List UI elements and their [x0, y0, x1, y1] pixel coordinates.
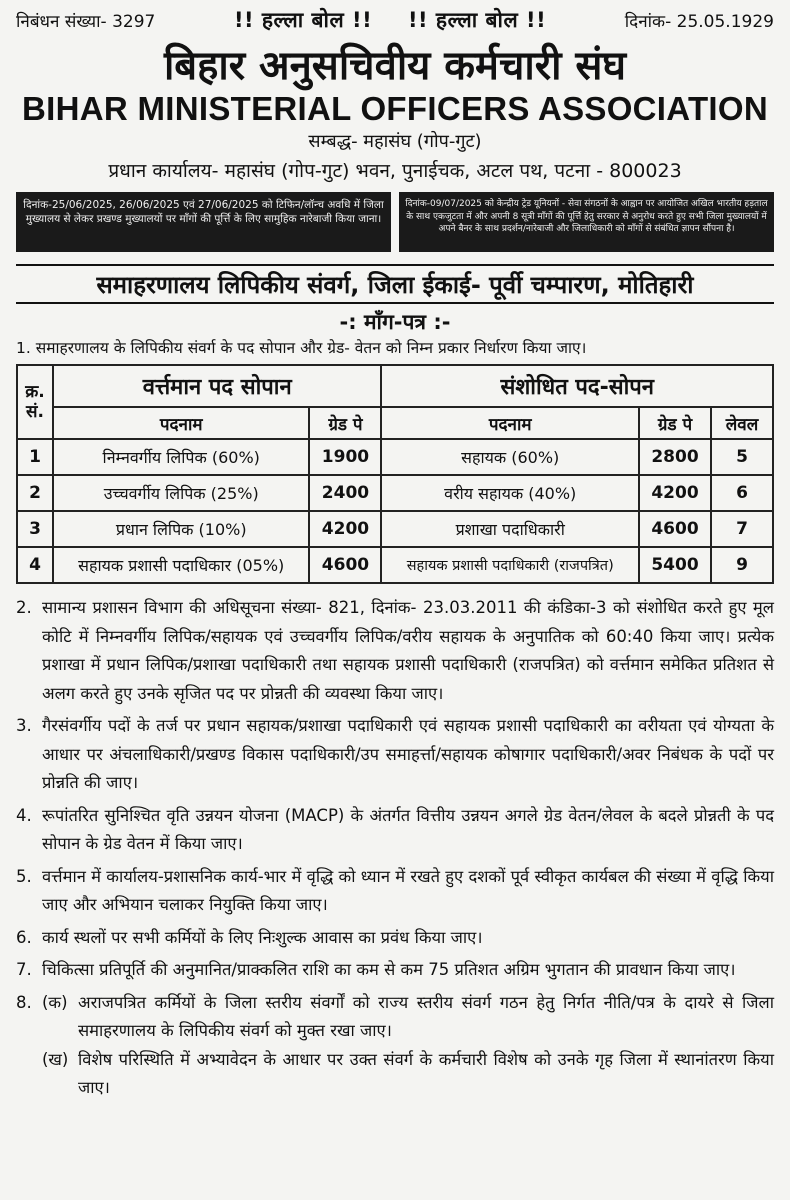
pay-scale-table — [16, 364, 774, 584]
current-grade: 2400 — [309, 475, 381, 511]
revised-grade: 2800 — [639, 439, 711, 475]
col-grade-revised: ग्रेड पे — [639, 407, 711, 439]
revised-level: 5 — [711, 439, 773, 475]
table-row — [17, 547, 773, 583]
notice-left: दिनांक-25/06/2025, 26/06/2025 एवं 27/06/2025 को टिफिन/लॉन्च अवधि में जिला मुख्यालय से लेकर प्रखण्ड मुख्यालयों पर माँगों की पूर्त्ति के लिए सामुहिक नारेबाजी किया जाना। — [16, 192, 391, 252]
demand-letter-title: -: माँग-पत्र :- — [339, 310, 451, 334]
slogan-1: !! हल्ला बोल !! — [233, 8, 373, 32]
top-bar — [16, 0, 774, 40]
col-grade: ग्रेड पे — [309, 407, 381, 439]
subpoint-label: (ख) — [42, 1049, 69, 1069]
point-number: 3. — [16, 716, 32, 735]
revised-level: 6 — [711, 475, 773, 511]
point-text: रूपांतरित सुनिश्चित वृति उन्नयन योजना (MACP) के अंतर्गत वित्तीय उन्नयन अगले ग्रेड वेतन/लेवल के बदले प्रोन्नती के पद सोपान के ग्रेड वेतन में किया जाए। — [42, 805, 774, 853]
revised-hierarchy-header: संशोधित पद-सोपन — [381, 365, 773, 407]
title-hindi: बिहार अनुसचिवीय कर्मचारी संघ — [163, 43, 627, 89]
row-serial: 3 — [17, 511, 53, 547]
revised-level: 9 — [711, 547, 773, 583]
point-8-subpoints — [42, 989, 774, 1103]
list-item — [16, 956, 774, 985]
table-row — [17, 475, 773, 511]
point-number: 2. — [16, 598, 32, 617]
row-serial: 4 — [17, 547, 53, 583]
point-number: 8. — [16, 992, 32, 1012]
revised-grade: 4600 — [639, 511, 711, 547]
current-grade: 4200 — [309, 511, 381, 547]
col-level: लेवल — [711, 407, 773, 439]
current-grade: 1900 — [309, 439, 381, 475]
list-item — [16, 863, 774, 920]
point-text: वर्त्तमान में कार्यालय-प्रशासनिक कार्य-भार में वृद्धि को ध्यान में रखते हुए दशकों पूर्व स्वीकृत कार्यबल की संख्या में वृद्धि किया जाए और अभियान चलाकर नियुक्ति किया जाए। — [42, 866, 774, 914]
point-text: कार्य स्थलों पर सभी कर्मियों के लिए निःशुल्क आवास का प्रवंध किया जाए। — [42, 927, 483, 947]
demand-points — [16, 594, 774, 1103]
revised-post: सहायक (60%) — [381, 439, 639, 475]
current-post: प्रधान लिपिक (10%) — [53, 511, 309, 547]
revised-post: प्रशाखा पदाधिकारी — [381, 511, 639, 547]
subpoint-text: अराजपत्रित कर्मियों के जिला स्तरीय संवर्गों को राज्य स्तरीय संवर्ग गठन हेतु निर्गत नीति/पत्र के दायरे से जिला समाहरणालय के लिपिकीय संवर्ग को मुक्त रखा जाए। — [78, 992, 774, 1040]
current-hierarchy-header: वर्त्तमान पद सोपान — [53, 365, 381, 407]
table-row — [17, 511, 773, 547]
point-1: 1. समाहरणालय के लिपिकीय संवर्ग के पद सोपान और ग्रेड- वेतन को निम्न प्रकार निर्धारण किया जाए। — [16, 339, 587, 357]
col-post: पदनाम — [53, 407, 309, 439]
col-serial: क्र. सं. — [17, 365, 53, 439]
subpoint-label: (क) — [42, 992, 68, 1012]
point-number: 7. — [16, 960, 32, 979]
founding-date: दिनांक- 25.05.1929 — [624, 11, 774, 32]
revised-post: सहायक प्रशासी पदाधिकारी (राजपत्रित) — [381, 547, 639, 583]
revised-grade: 4200 — [639, 475, 711, 511]
current-post: उच्चवर्गीय लिपिक (25%) — [53, 475, 309, 511]
col-post-revised: पदनाम — [381, 407, 639, 439]
revised-grade: 5400 — [639, 547, 711, 583]
point-text: चिकित्सा प्रतिपूर्ति की अनुमानित/प्राक्कलित राशि का कम से कम 75 प्रतिशत अग्रिम भुगतान की प्रावधान किया जाए। — [42, 960, 736, 979]
point-number: 6. — [16, 927, 32, 947]
subpoint-b — [42, 1046, 774, 1103]
slogan-2: !! हल्ला बोल !! — [407, 8, 547, 32]
list-item-8 — [16, 989, 774, 1103]
subpoint-a — [42, 989, 774, 1046]
current-grade: 4600 — [309, 547, 381, 583]
current-post: निम्नवर्गीय लिपिक (60%) — [53, 439, 309, 475]
affiliation: सम्बद्ध- महासंघ (गोप-गुट) — [308, 131, 482, 152]
notice-boxes — [16, 192, 774, 252]
list-item — [16, 594, 774, 708]
point-number: 5. — [16, 866, 32, 886]
slogans — [220, 6, 560, 34]
point-number: 4. — [16, 805, 32, 825]
head-office-address: प्रधान कार्यालय- महासंघ (गोप-गुट) भवन, पुनाईचक, अटल पथ, पटना - 800023 — [108, 160, 682, 182]
current-post: सहायक प्रशासी पदाधिकार (05%) — [53, 547, 309, 583]
list-item — [16, 924, 774, 953]
row-serial: 1 — [17, 439, 53, 475]
row-serial: 2 — [17, 475, 53, 511]
section-title: समाहरणालय लिपिकीय संवर्ग, जिला ईकाई- पूर्वी चम्पारण, मोतिहारी — [16, 264, 774, 304]
notice-right: दिनांक-09/07/2025 को केन्द्रीय ट्रेड यूनियनों - सेवा संगठनों के आह्वान पर आयोजित अखिल भारतीय हड़ताल के साथ एकजुटता में और अपनी 8 सूत्री माँगों की पूर्त्ति हेतु सरकार से अनुरोध करते हुए सभी जिला मुख्यालयों में अपने बैनर के साथ प्रदर्शन/नारेबाजी और जिलाधिकारी को माँगों से संबंधित ज्ञापन सौंपना है। — [399, 192, 774, 252]
registration-number: निबंधन संख्या- 3297 — [16, 11, 156, 32]
list-item — [16, 802, 774, 859]
table-row — [17, 439, 773, 475]
subpoint-text: विशेष परिस्थिति में अभ्यावेदन के आधार पर उक्त संवर्ग के कर्मचारी विशेष को उनके गृह जिला में स्थानांतरण किया जाए। — [78, 1049, 774, 1097]
point-text: गैरसंवर्गीय पदों के तर्ज पर प्रधान सहायक/प्रशाखा पदाधिकारी एवं सहायक प्रशासी पदाधिकारी का वरीयता एवं योग्यता के आधार पर अंचलाधिकारी/प्रखण्ड विकास पदाधिकारी/उप समाहर्त्ता/सहायक कोषागार पदाधिकारी/अवर निबंधक के पदों पर प्रोन्नति की जाए। — [42, 716, 774, 792]
point-text: सामान्य प्रशासन विभाग की अधिसूचना संख्या- 821, दिनांक- 23.03.2011 की कंडिका-3 को संशोधित करते हुए मूल कोटि में निम्नवर्गीय लिपिक/सहायक एवं उच्चवर्गीय लिपिक/वरीय सहायक के अनुपातिक को 60:40 किया जाए। प्रत्येक प्रशाखा में प्रधान लिपिक/प्रशाखा पदाधिकारी तथा सहायक प्रशासी पदाधिकारी (राजपत्रित) को वर्त्तमान समेकित प्रतिशत से अलग करते हुए उनके सृजित पद पर प्रोन्नती की व्यवस्था किया जाए। — [42, 598, 774, 703]
revised-level: 7 — [711, 511, 773, 547]
list-item — [16, 712, 774, 798]
revised-post: वरीय सहायक (40%) — [381, 475, 639, 511]
title-english: BIHAR MINISTERIAL OFFICERS ASSOCIATION — [22, 90, 768, 127]
